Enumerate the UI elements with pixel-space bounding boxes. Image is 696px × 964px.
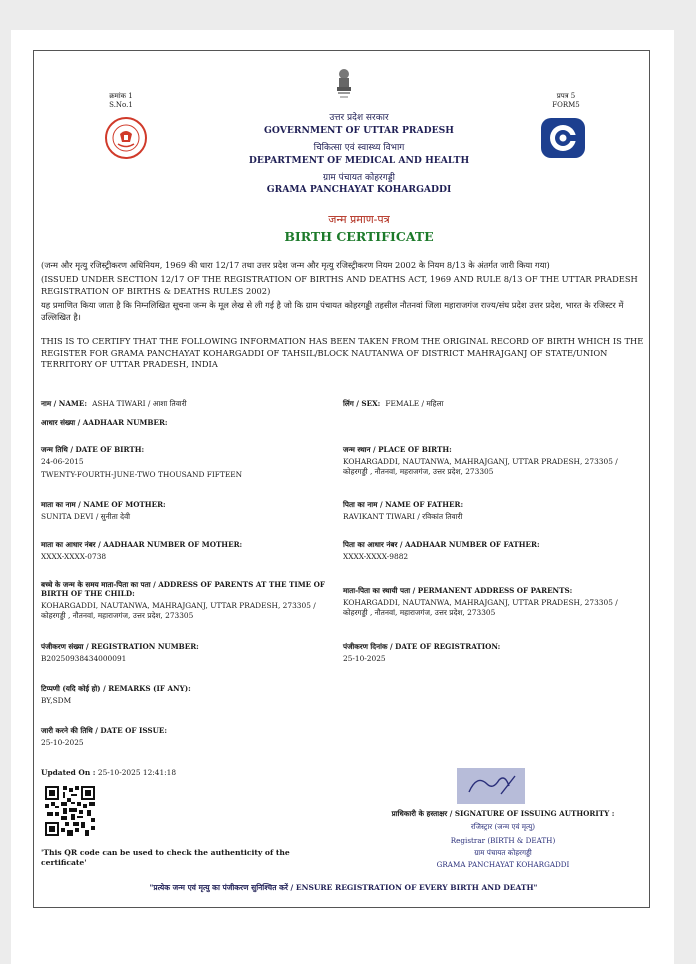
father-value: RAVIKANT TIWARI / रविकांत तिवारी	[343, 512, 463, 521]
registration-date-field	[343, 642, 643, 664]
remarks-label: टिप्पणी (यदि कोई हो) / REMARKS (IF ANY):	[41, 684, 191, 693]
aadhaar-label: आधार संख्या / AADHAAR NUMBER:	[41, 418, 168, 427]
dept-name: DEPARTMENT OF MEDICAL AND HEALTH	[248, 155, 470, 166]
registrar: Registrar (BIRTH & DEATH)	[450, 836, 556, 845]
updated-on	[41, 768, 336, 777]
sex-label: लिंग / SEX:	[343, 399, 381, 408]
govt-name: GOVERNMENT OF UTTAR PRADESH	[264, 125, 454, 136]
mother-label: माता का नाम / NAME OF MOTHER:	[41, 500, 166, 509]
remarks-value: BY,SDM	[41, 696, 72, 705]
qr-note: 'This QR code can be used to check the authenticity of the certificate'	[41, 848, 290, 867]
mother-field	[41, 500, 336, 522]
authority-panchayat: GRAMA PANCHAYAT KOHARGADDI	[436, 860, 570, 869]
issued-under-hindi: (जन्म और मृत्यु रजिस्ट्रीकरण अधिनियम, 1969 की धारा 12/17 तथा उत्तर प्रदेश जन्म और मृत्यु रजिस्ट्रीकरण नियम 2002 के नियम 8/13 के अंतर्गत जारी किया गया)	[41, 260, 550, 270]
updated-on-value: 25-10-2025 12:41:18	[97, 768, 177, 777]
dept-name-hindi: चिकित्सा एवं स्वास्थ्य विभाग	[313, 143, 405, 153]
name-value: ASHA TIWARI / आशा तिवारी	[92, 399, 187, 408]
sex-value: FEMALE / महिला	[385, 399, 444, 408]
pob-field	[343, 445, 643, 477]
qr-code-icon[interactable]	[44, 786, 96, 836]
issue-date-value: 25-10-2025	[41, 738, 84, 747]
birth-address-label: बच्चे के जन्म के समय माता-पिता का पता / ADDRESS OF PARENTS AT THE TIME OF BIRTH OF THE CHILD:	[41, 580, 326, 598]
father-label: पिता का नाम / NAME OF FATHER:	[343, 500, 464, 509]
sex-field	[343, 391, 643, 410]
up-government-seal-icon	[104, 116, 148, 160]
issue-date-label: जारी करने की तिथि / DATE OF ISSUE:	[41, 726, 167, 735]
permanent-address-field	[343, 586, 643, 618]
certify-text-hindi: यह प्रमाणित किया जाता है कि निम्नलिखित सूचना जन्म के मूल लेख से ली गई है जो कि ग्राम पंचायत कोहरगड्डी तहसील नौतनवां जिला महाराजगंज राज्य/संघ प्रदेश उत्तर प्रदेश, भारत के रजिस्टर में उल्लिखित है।	[41, 300, 624, 322]
dob-value: 24-06-2015	[41, 457, 84, 466]
signature-label: प्राधिकारी के हस्ताक्षर / SIGNATURE OF ISSUING AUTHORITY :	[391, 809, 615, 818]
registration-number-label: पंजीकरण संख्या / REGISTRATION NUMBER:	[41, 642, 199, 651]
certificate-title-hindi: जन्म प्रमाण-पत्र	[328, 213, 390, 226]
father-aadhaar-field	[343, 540, 643, 562]
registration-date-value: 25-10-2025	[343, 654, 386, 663]
mother-aadhaar-value: XXXX-XXXX-0738	[41, 552, 107, 561]
mother-aadhaar-label: माता का आधार नंबर / AADHAAR NUMBER OF MOTHER:	[41, 540, 243, 549]
birth-address-field	[41, 580, 336, 621]
mother-aadhaar-field	[41, 540, 336, 562]
serial-number: क्रमांक 1 S.No.1	[109, 92, 133, 109]
certify-text: THIS IS TO CERTIFY THAT THE FOLLOWING INFORMATION HAS BEEN TAKEN FROM THE ORIGINAL RECORD OF BIRTH WHICH IS THE REGISTER FOR GRAMA PANCHAYAT KOHARGADDI OF TAHSIL/BLOCK NAUTANWA OF DISTRICT MAHRAJGANJ OF STATE/UNION TERRITORY OF UTTAR PRADESH, INDIA	[41, 336, 644, 370]
form-number: प्रपत्र 5 FORM5	[552, 92, 580, 109]
authority-panchayat-hindi: ग्राम पंचायत कोहरगड्डी	[474, 848, 532, 857]
dob-words: TWENTY-FOURTH-JUNE-TWO THOUSAND FIFTEEN	[41, 470, 243, 479]
national-emblem-icon	[333, 66, 355, 100]
father-field	[343, 500, 643, 522]
signature-stamp-icon	[457, 768, 525, 804]
registration-number-field	[41, 642, 336, 664]
dob-field	[41, 445, 336, 480]
dob-label: जन्म तिथि / DATE OF BIRTH:	[41, 445, 145, 454]
remarks-field	[41, 684, 336, 706]
govt-name-hindi: उत्तर प्रदेश सरकार	[329, 113, 389, 123]
panchayat-name: GRAMA PANCHAYAT KOHARGADDI	[266, 184, 452, 195]
panchayat-name-hindi: ग्राम पंचायत कोहरगड्डी	[323, 173, 395, 183]
certificate-sheet	[11, 30, 674, 964]
birth-address-value: KOHARGADDI, NAUTANWA, MAHRAJGANJ, UTTAR PRADESH, 273305 / कोहरगड्डी , नौतनवां, महाराजगंज, उत्तर प्रदेश, 273305	[41, 601, 316, 620]
issue-date-field	[41, 726, 336, 748]
mother-value: SUNITA DEVI / सुनीता देवी	[41, 512, 131, 521]
father-aadhaar-value: XXXX-XXXX-9882	[343, 552, 409, 561]
name-label: नाम / NAME:	[41, 399, 88, 408]
issued-under: (ISSUED UNDER SECTION 12/17 OF THE REGISTRATION OF BIRTHS AND DEATHS ACT, 1969 AND RULE 8/13 OF THE UTTAR PRADESH REGISTRATION OF BIRTHS & DEATHS RULES 2002)	[41, 274, 638, 296]
registration-number-value: B20250938434000091	[41, 654, 127, 663]
permanent-address-label: माता-पिता का स्थायी पता / PERMANENT ADDRESS OF PARENTS:	[343, 586, 573, 595]
updated-on-label: Updated On :	[41, 768, 96, 777]
pob-value: KOHARGADDI, NAUTANWA, MAHRAJGANJ, UTTAR PRADESH, 273305 / कोहरगड्डी , नौतनवां, महराजगंज, उत्तर प्रदेश, 273305	[343, 457, 618, 476]
footer-slogan: "प्रत्येक जन्म एवं मृत्यु का पंजीकरण सुनिश्चित करें / ENSURE REGISTRATION OF EVERY BIRTH AND DEATH"	[149, 883, 538, 892]
permanent-address-value: KOHARGADDI, NAUTANWA, MAHRAJGANJ, UTTAR PRADESH, 273305 / कोहरगड्डी , नौतनवां, महाराजगंज, उत्तर प्रदेश, 273305	[343, 598, 618, 617]
father-aadhaar-label: पिता का आधार नंबर / AADHAAR NUMBER OF FATHER:	[343, 540, 540, 549]
registration-date-label: पंजीकरण दिनांक / DATE OF REGISTRATION:	[343, 642, 501, 651]
name-field	[41, 391, 336, 410]
certificate-title: BIRTH CERTIFICATE	[284, 229, 434, 244]
registrar-hindi: रजिस्ट्रार (जन्म एवं मृत्यु)	[470, 822, 536, 831]
pob-label: जन्म स्थान / PLACE OF BIRTH:	[343, 445, 452, 454]
